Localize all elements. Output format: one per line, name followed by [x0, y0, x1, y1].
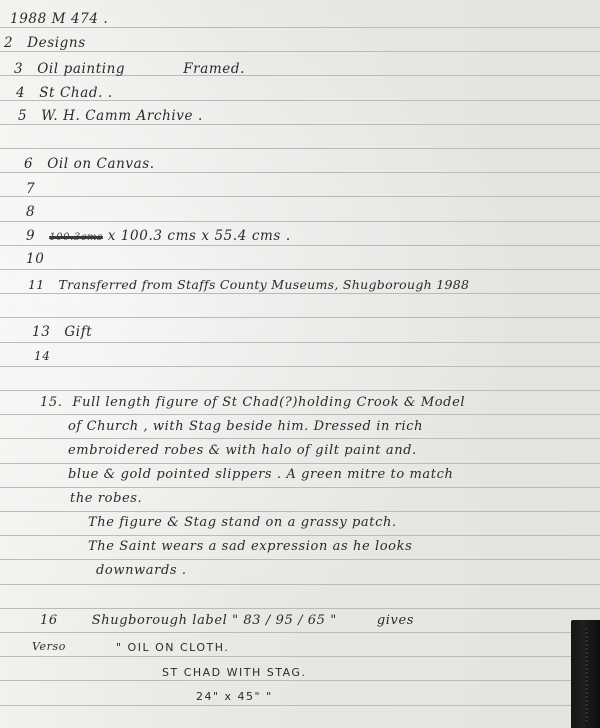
ruled-line	[0, 487, 600, 488]
entry-3: 3 Oil painting Framed.	[14, 61, 245, 77]
entry-6: 6 Oil on Canvas.	[24, 156, 155, 172]
entry-2: 2 Designs	[4, 35, 86, 51]
entry-7: 7	[26, 181, 36, 197]
entry-11: 11 Transferred from Staffs County Museums, Shugborough 1988	[28, 277, 470, 292]
verso-line: ST CHAD WITH STAG.	[162, 666, 307, 679]
description-line: The figure & Stag stand on a grassy patch.	[88, 515, 397, 530]
description-line: of Church , with Stag beside him. Dressed in rich	[68, 419, 424, 434]
ruled-line	[0, 705, 600, 706]
ruled-line	[0, 414, 600, 415]
description-line: embroidered robes & with halo of gilt paint and.	[68, 443, 417, 458]
verso-label: Verso	[32, 640, 66, 653]
ruled-line	[0, 148, 600, 149]
ruled-line	[0, 196, 600, 197]
ruled-line	[0, 342, 600, 343]
ruled-line	[0, 221, 600, 222]
verso-line: " OIL ON CLOTH.	[116, 641, 230, 654]
ruled-line	[0, 656, 600, 657]
ruled-line	[0, 51, 600, 52]
entry-4: 4 St Chad. .	[16, 85, 113, 101]
ruled-line	[0, 511, 600, 512]
description-line: downwards .	[96, 563, 187, 578]
ruled-line	[0, 438, 600, 439]
description-line: 15. Full length figure of St Chad(?)holding Crook & Model	[40, 395, 466, 410]
ruled-line	[0, 608, 600, 609]
ruled-line	[0, 463, 600, 464]
ruled-line	[0, 366, 600, 367]
record-header: 1988 M 474 .	[10, 11, 109, 27]
label-line: 16 Shugborough label " 83 / 95 / 65 " gives	[40, 613, 415, 628]
description-line: blue & gold pointed slippers . A green mitre to match	[68, 467, 454, 482]
entry-5: 5 W. H. Camm Archive .	[18, 108, 203, 124]
notebook-binding	[571, 620, 600, 728]
entry-13: 13 Gift	[32, 324, 93, 340]
entry-9: 9 100.3cms x 100.3 cms x 55.4 cms .	[26, 228, 291, 244]
struck-text: 100.3cms	[49, 232, 103, 243]
entry-8: 8	[26, 204, 36, 220]
verso-line: 24" x 45" "	[196, 690, 273, 703]
ruled-line	[0, 559, 600, 560]
entry-14: 14	[34, 349, 51, 363]
ruled-line	[0, 535, 600, 536]
ruled-line	[0, 632, 600, 633]
ruled-line	[0, 317, 600, 318]
ruled-line	[0, 269, 600, 270]
description-line: the robes.	[70, 491, 143, 506]
description-line: The Saint wears a sad expression as he looks	[88, 539, 413, 554]
ruled-line	[0, 584, 600, 585]
ruled-line	[0, 390, 600, 391]
entry-10: 10	[26, 251, 45, 267]
